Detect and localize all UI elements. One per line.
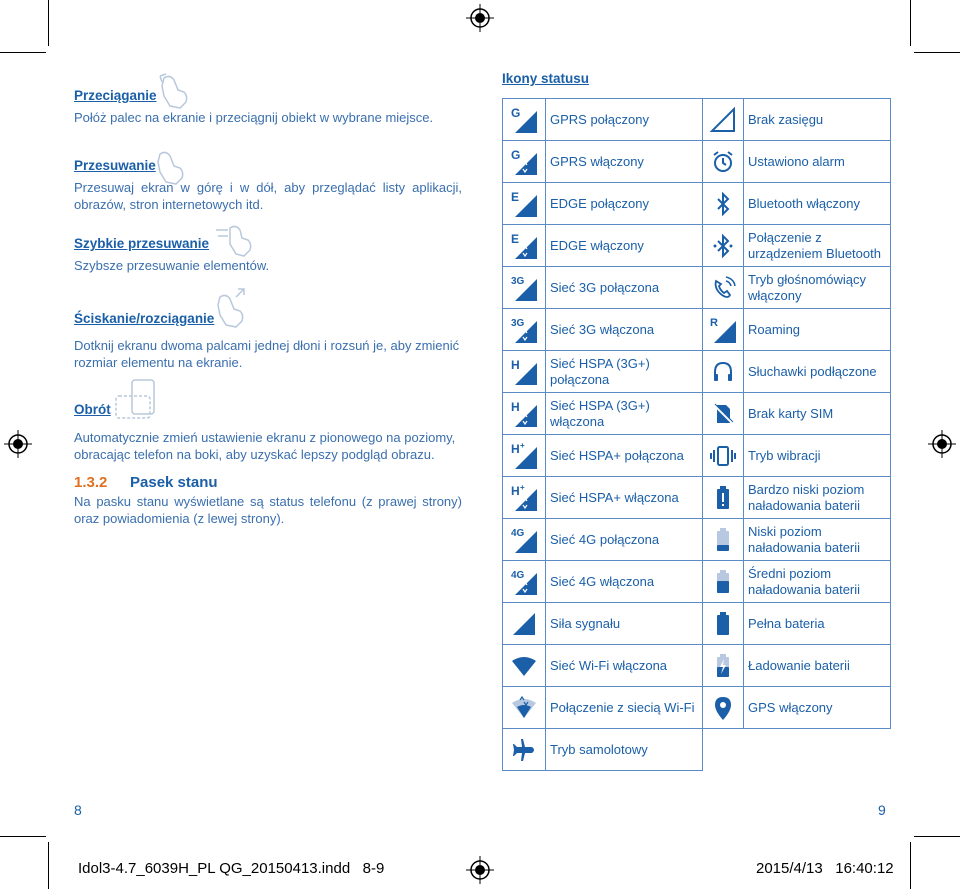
gesture-title: Ściskanie/rozciąganie xyxy=(74,311,215,326)
battery-very-low-icon xyxy=(708,483,738,513)
vibrate-icon xyxy=(708,441,738,471)
svg-text:4G: 4G xyxy=(511,527,525,539)
status-label: Tryb samolotowy xyxy=(546,729,703,771)
table-row xyxy=(503,603,891,645)
hand-drag-icon xyxy=(156,72,192,112)
registration-mark-icon xyxy=(4,430,32,458)
hand-flick-icon xyxy=(214,224,254,260)
table-row xyxy=(503,729,891,771)
table-row xyxy=(503,435,891,477)
hand-slide-icon xyxy=(154,150,188,186)
svg-text:G: G xyxy=(511,105,521,120)
svg-text:H: H xyxy=(511,441,520,456)
status-label: Siła sygnału xyxy=(546,603,703,645)
battery-full-icon xyxy=(708,609,738,639)
registration-mark-icon xyxy=(466,4,494,32)
bluetooth-connected-icon xyxy=(708,231,738,261)
crop-mark xyxy=(0,836,46,837)
svg-text:E: E xyxy=(511,231,520,246)
table-row xyxy=(503,477,891,519)
hand-pinch-icon xyxy=(210,287,250,331)
registration-mark-icon xyxy=(466,856,494,884)
signal-strength-icon xyxy=(509,609,539,639)
table-row xyxy=(503,561,891,603)
wifi-on-icon xyxy=(509,651,539,681)
airplane-icon xyxy=(509,735,539,765)
crop-mark xyxy=(910,842,911,889)
crop-mark xyxy=(910,0,911,46)
table-row xyxy=(503,99,891,141)
gesture-flick xyxy=(74,236,464,274)
svg-text:R: R xyxy=(710,316,718,329)
status-label: Ustawiono alarm xyxy=(744,141,891,183)
status-label: Brak zasięgu xyxy=(744,99,891,141)
hspa-connected-icon xyxy=(509,357,539,387)
gesture-desc: Przesuwaj ekran w górę i w dół, aby przeglądać listy aplikacji, obrazów, stron internetowych itd. xyxy=(74,180,462,212)
gesture-title: Obrót xyxy=(74,402,111,417)
gesture-desc: Dotknij ekranu dwoma palcami jednej dłoni i rozsuń je, aby zmienić rozmiar elementu na ekranie. xyxy=(74,338,460,370)
hspa-plus-active-icon xyxy=(509,483,539,513)
no-signal-icon xyxy=(708,105,738,135)
print-slug-file: Idol3-4.7_6039H_PL QG_20150413.indd 8-9 xyxy=(78,860,385,877)
table-row xyxy=(503,309,891,351)
status-label: EDGE połączony xyxy=(546,183,703,225)
status-label: Sieć Wi-Fi włączona xyxy=(546,645,703,687)
svg-text:H: H xyxy=(511,357,520,372)
wifi-connected-icon xyxy=(509,693,539,723)
status-label: GPRS włączony xyxy=(546,141,703,183)
status-label: Sieć HSPA (3G+) połączona xyxy=(546,351,703,393)
status-label: Sieć 4G włączona xyxy=(546,561,703,603)
hspa-active-icon xyxy=(509,399,539,429)
gesture-title: Przesuwanie xyxy=(74,158,156,173)
4g-active-icon xyxy=(509,567,539,597)
gesture-pinch xyxy=(74,311,464,371)
svg-text:4G: 4G xyxy=(511,569,525,581)
status-label: Sieć HSPA+ połączona xyxy=(546,435,703,477)
crop-mark xyxy=(48,842,49,889)
table-row xyxy=(503,183,891,225)
battery-low-icon xyxy=(708,525,738,555)
crop-mark xyxy=(0,52,46,53)
section-title: Pasek stanu xyxy=(130,474,218,491)
status-label: GPRS połączony xyxy=(546,99,703,141)
hspa-plus-connected-icon xyxy=(509,441,539,471)
status-label: Ładowanie baterii xyxy=(744,645,891,687)
gesture-rotate xyxy=(74,402,466,463)
alarm-icon xyxy=(708,147,738,177)
svg-text:3G: 3G xyxy=(511,275,525,287)
status-label: Słuchawki podłączone xyxy=(744,351,891,393)
table-row xyxy=(503,519,891,561)
page-number-right: 9 xyxy=(878,802,886,818)
section-number: 1.3.2 xyxy=(74,474,108,491)
table-row xyxy=(503,141,891,183)
battery-charging-icon xyxy=(708,651,738,681)
status-label: Tryb głośnomówiący włączony xyxy=(744,267,891,309)
gprs-connected-icon xyxy=(509,105,539,135)
page-number-left: 8 xyxy=(74,802,82,818)
svg-text:+: + xyxy=(520,482,525,492)
status-label: Sieć HSPA+ włączona xyxy=(546,477,703,519)
status-icons-table xyxy=(502,98,891,771)
gprs-active-icon xyxy=(509,147,539,177)
crop-mark xyxy=(914,52,960,53)
status-label: Brak karty SIM xyxy=(744,393,891,435)
battery-medium-icon xyxy=(708,567,738,597)
3g-connected-icon xyxy=(509,273,539,303)
status-label: Sieć 3G włączona xyxy=(546,309,703,351)
gesture-title: Szybkie przesuwanie xyxy=(74,236,210,251)
status-label: Sieć HSPA (3G+) włączona xyxy=(546,393,703,435)
3g-active-icon xyxy=(509,315,539,345)
table-row xyxy=(503,267,891,309)
table-row xyxy=(503,687,891,729)
phone-rotate-icon xyxy=(114,378,158,424)
crop-mark xyxy=(48,0,49,46)
gesture-title: Przeciąganie xyxy=(74,88,157,103)
svg-text:3G: 3G xyxy=(511,317,525,329)
edge-connected-icon xyxy=(509,189,539,219)
status-label: EDGE włączony xyxy=(546,225,703,267)
gesture-drag xyxy=(74,88,464,126)
status-label: Tryb wibracji xyxy=(744,435,891,477)
table-row xyxy=(503,645,891,687)
headset-icon xyxy=(708,357,738,387)
status-label: Roaming xyxy=(744,309,891,351)
registration-mark-icon xyxy=(928,430,956,458)
gesture-desc: Automatycznie zmień ustawienie ekranu z pionowego na poziomy, obracając telefon na boki, aby uzyskać lepszy podgląd obrazu. xyxy=(74,430,456,462)
status-icons-heading: Ikony statusu xyxy=(502,71,590,86)
status-label: Połączenie z siecią Wi-Fi xyxy=(546,687,703,729)
table-row xyxy=(503,393,891,435)
gesture-slide xyxy=(74,158,462,213)
status-label: GPS włączony xyxy=(744,687,891,729)
svg-text:H: H xyxy=(511,399,520,414)
print-slug-date: 2015/4/13 16:40:12 xyxy=(756,860,894,877)
gesture-desc: Połóż palec na ekranie i przeciągnij obiekt w wybrane miejsce. xyxy=(74,110,434,125)
table-row xyxy=(503,225,891,267)
crop-mark xyxy=(914,836,960,837)
roaming-icon xyxy=(708,315,738,345)
4g-connected-icon xyxy=(509,525,539,555)
edge-active-icon xyxy=(509,231,539,261)
svg-text:H: H xyxy=(511,483,520,498)
table-row xyxy=(503,351,891,393)
gps-icon xyxy=(708,693,738,723)
status-label: Średni poziom naładowania baterii xyxy=(744,561,891,603)
status-label: Bluetooth włączony xyxy=(744,183,891,225)
status-label: Sieć 4G połączona xyxy=(546,519,703,561)
status-label: Niski poziom naładowania baterii xyxy=(744,519,891,561)
speakerphone-icon xyxy=(708,273,738,303)
status-label: Pełna bateria xyxy=(744,603,891,645)
gesture-desc: Szybsze przesuwanie elementów. xyxy=(74,258,270,273)
svg-text:+: + xyxy=(520,440,525,450)
svg-text:E: E xyxy=(511,189,520,204)
status-label: Bardzo niski poziom naładowania baterii xyxy=(744,477,891,519)
status-label: Połączenie z urządzeniem Bluetooth xyxy=(744,225,891,267)
svg-text:G: G xyxy=(511,147,521,162)
section-desc: Na pasku stanu wyświetlane są status telefonu (z prawej strony) oraz powiadomienia (z lewej strony). xyxy=(74,494,462,526)
bluetooth-icon xyxy=(708,189,738,219)
status-label: Sieć 3G połączona xyxy=(546,267,703,309)
no-sim-icon xyxy=(708,399,738,429)
